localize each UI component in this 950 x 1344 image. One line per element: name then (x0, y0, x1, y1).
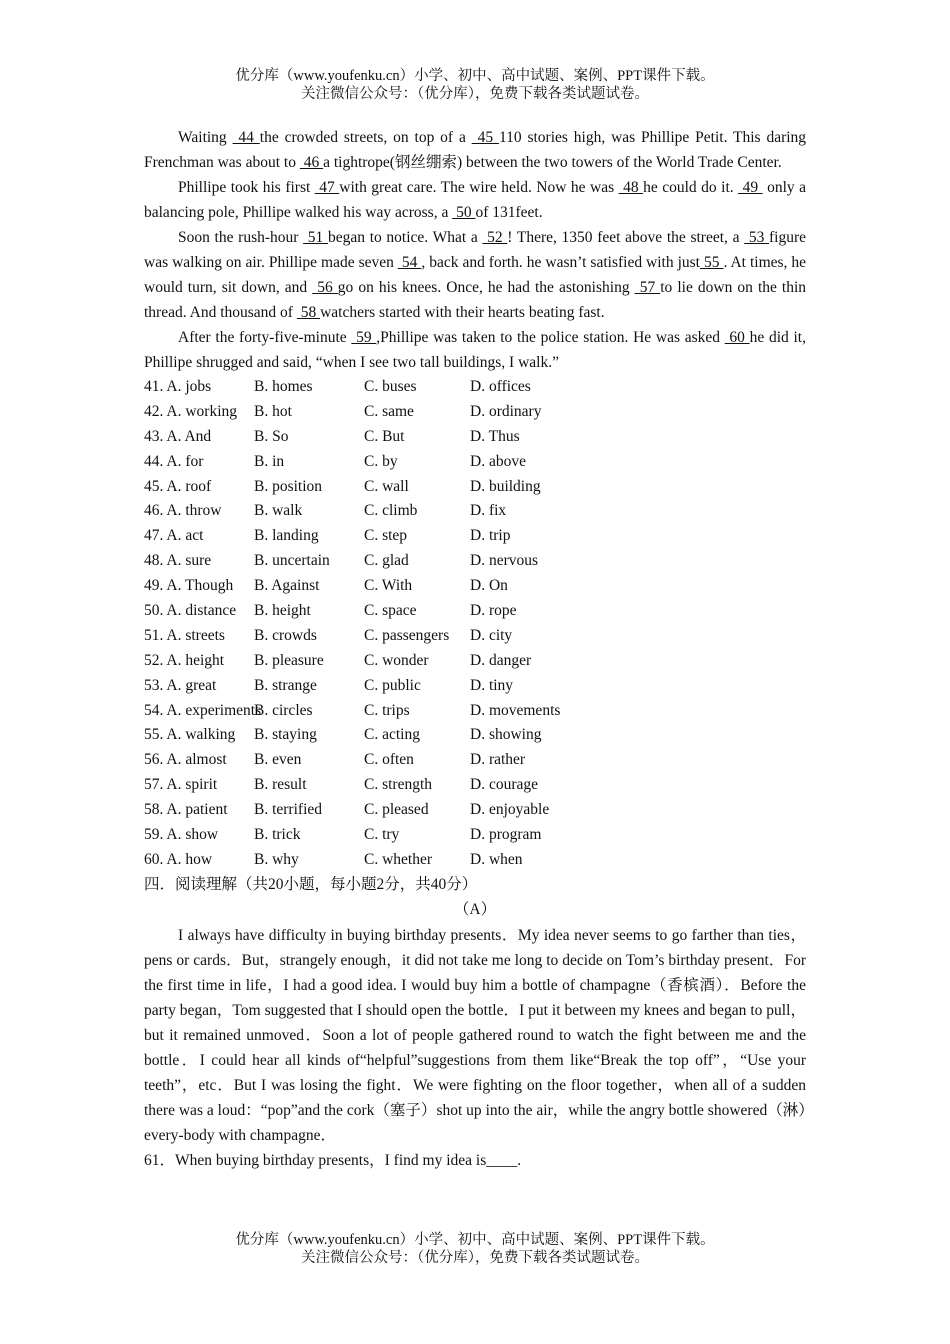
question-option: C. But (364, 427, 405, 445)
question-option-a: 59. A. show (144, 826, 219, 844)
question-option-a: 58. A. patient (144, 801, 228, 819)
question-option: C. whether (364, 850, 433, 868)
part-label: （A） (453, 900, 497, 918)
blank-number: 56 (312, 279, 338, 296)
passage-text: a tightrope(钢丝绷索) between the two towers of the World Trade Center. (323, 154, 782, 171)
question-option: B. Against (254, 577, 320, 595)
question-option: D. tiny (470, 676, 514, 694)
question-row (144, 624, 806, 649)
question-row (144, 400, 806, 425)
question-option: D. city (470, 626, 513, 644)
question-option: D. enjoyable (470, 801, 550, 819)
passage-paragraph (144, 175, 806, 225)
question-option-a: 50. A. distance (144, 602, 237, 620)
question-row (144, 574, 806, 599)
question-option: D. offices (470, 378, 531, 395)
blank-number: 55 (700, 254, 724, 271)
question-option: B. circles (254, 701, 313, 719)
question-option-a: 42. A. working (144, 402, 237, 420)
page-footer (0, 1231, 950, 1267)
question-option-a: 46. A. throw (144, 502, 222, 520)
question-option: C. With (364, 577, 413, 595)
question-row (144, 748, 806, 773)
question-option-a: 41. A. jobs (144, 378, 212, 395)
question-row (144, 599, 806, 624)
passage-text: , back and forth. he wasn’t satisfied with just (421, 254, 700, 271)
question-option-a: 44. A. for (144, 452, 204, 470)
question-option: C. pleased (364, 801, 429, 819)
question-option: C. climb (364, 502, 418, 520)
question-option: D. rather (470, 751, 526, 769)
question-option: D. courage (470, 776, 538, 794)
passage-text: figure was walking on air. Phillipe made seven (144, 229, 807, 271)
question-row (144, 649, 806, 674)
question-61: 61．When buying birthday presents，I find my idea is____. (144, 1151, 522, 1169)
blank-number: 60 (724, 329, 750, 346)
passage-paragraph (144, 225, 806, 325)
question-option: B. hot (254, 402, 292, 420)
question-row (144, 375, 806, 400)
blank-number: 57 (634, 279, 661, 296)
question-option: B. walk (254, 502, 303, 520)
question-option: B. terrified (254, 801, 323, 819)
footer-line-2: 关注微信公众号：（优分库），免费下载各类试题试卷。 (301, 1250, 649, 1266)
passage-paragraph (144, 325, 806, 375)
question-option: C. strength (364, 776, 433, 794)
question-option: C. public (364, 676, 421, 694)
passage-text: Waiting (178, 129, 233, 146)
passage-paragraph (144, 125, 806, 175)
question-row (144, 425, 806, 450)
question-option: B. in (254, 452, 285, 470)
blank-number: 44 (232, 129, 260, 146)
question-row (144, 475, 806, 500)
question-option-a: 55. A. walking (144, 726, 236, 744)
question-option-a: 43. A. And (144, 427, 212, 445)
passage-text: to lie down on the thin thread. And thousand of (144, 279, 807, 321)
question-option: C. often (364, 751, 414, 769)
blank-number: 50 (452, 204, 476, 221)
question-option-a: 57. A. spirit (144, 776, 218, 794)
passage-text: watchers started with their hearts beating fast. (320, 304, 605, 321)
question-option: C. glad (364, 552, 409, 570)
blank-number: 48 (618, 179, 644, 196)
cloze-passage (144, 125, 806, 375)
passage-text: After the forty-five-minute (178, 329, 352, 346)
header-line-2: 关注微信公众号：（优分库），免费下载各类试题试卷。 (301, 86, 649, 102)
question-option: B. So (254, 427, 289, 445)
question-option: D. rope (470, 602, 517, 620)
question-option: B. pleasure (254, 651, 324, 669)
passage-text: began to notice. What a (328, 229, 483, 246)
passage-text: ,Phillipe was taken to the police station. He was asked (376, 329, 725, 346)
question-option: B. landing (254, 527, 319, 545)
question-option: D. Thus (470, 427, 520, 445)
passage-text: Phillipe took his first (178, 179, 315, 196)
question-row (144, 773, 806, 798)
passage-text: with great care. The wire held. Now he was (339, 179, 619, 196)
blank-number: 51 (303, 229, 328, 246)
question-option: C. same (364, 402, 414, 420)
question-row (144, 450, 806, 475)
cloze-options (144, 375, 806, 873)
question-option: D. when (470, 850, 523, 868)
question-option-a: 51. A. streets (144, 626, 225, 644)
question-option: C. space (364, 602, 417, 620)
blank-number: 58 (296, 304, 321, 321)
blank-number: 49 (738, 179, 763, 196)
question-row (144, 823, 806, 848)
question-option: C. by (364, 452, 398, 470)
question-option: D. program (470, 826, 542, 844)
question-option: D. above (470, 452, 526, 470)
question-option: B. homes (254, 378, 313, 395)
passage-text: the crowded streets, on top of a (259, 129, 472, 146)
question-option: C. step (364, 527, 408, 545)
question-option: B. height (254, 602, 311, 620)
question-row (144, 723, 806, 748)
passage-text: only a balancing pole, Phillipe walked his way across, a (144, 179, 807, 221)
question-option: B. crowds (254, 626, 317, 644)
question-option: D. showing (470, 726, 542, 744)
question-row (144, 524, 806, 549)
page-header (0, 67, 950, 103)
question-option: B. uncertain (254, 552, 330, 570)
question-option-a: 45. A. roof (144, 477, 212, 495)
question-option: B. trick (254, 826, 301, 844)
question-option: B. position (254, 477, 323, 495)
passage-text: go on his knees. Once, he had the astonishing (337, 279, 635, 296)
question-row (144, 699, 806, 724)
question-row (144, 798, 806, 823)
passage-text: ! There, 1350 feet above the street, a (507, 229, 745, 246)
question-option: B. why (254, 850, 299, 868)
question-option: B. strange (254, 676, 317, 694)
question-option: D. danger (470, 651, 532, 669)
passage-text: 110 stories high, was Phillipe Petit. This daring Frenchman was about to (144, 129, 807, 171)
question-row (144, 848, 806, 873)
question-option-a: 54. A. experiments (144, 701, 262, 719)
passage-text: he could do it. (643, 179, 739, 196)
question-option-a: 47. A. act (144, 527, 204, 545)
question-option: C. acting (364, 726, 420, 744)
question-option: C. buses (364, 378, 417, 395)
question-option: D. building (470, 477, 541, 495)
question-option: D. On (470, 577, 508, 595)
question-option: D. ordinary (470, 402, 542, 420)
blank-number: 54 (397, 254, 422, 271)
question-option-a: 48. A. sure (144, 552, 212, 570)
question-option: C. wall (364, 477, 409, 495)
question-option: C. passengers (364, 626, 450, 644)
question-option-a: 52. A. height (144, 651, 225, 669)
question-option: D. nervous (470, 552, 539, 570)
question-option-a: 60. A. how (144, 850, 213, 868)
question-option: C. wonder (364, 651, 429, 669)
blank-number: 47 (314, 179, 340, 196)
question-option: B. even (254, 751, 302, 769)
document-body (144, 125, 806, 1173)
question-option: C. try (364, 826, 400, 844)
passage-text: . At times, he would turn, sit down, and (144, 254, 807, 296)
reading-passage: I always have difficulty in buying birthday presents．My idea never seems to go farther than ties，pens or cards．But，strangely enough，it did not take me long to decide on Tom’s birthday present．For the first time in life，I had a good idea. I would buy him a bottle of champagne（香槟酒）．Before the party began，Tom suggested that I should open the bottle．I put it between my knees and began to pull，but it remained unmoved．Soon a lot of people gathered round to watch the fight between me and the bottle．I could hear all kinds of“helpful”suggestions from them like“Break the top off”，“Use your teeth”，etc．But I was losing the fight．We were fighting on the floor together，when all of a sudden there was a loud：“pop”and the cork（塞子）shot up into the air，while the angry bottle showered（淋）every-body with champagne． (144, 926, 806, 1144)
question-option: D. movements (470, 701, 561, 719)
blank-number: 45 (471, 129, 499, 146)
question-option-a: 49. A. Though (144, 577, 234, 595)
blank-number: 52 (482, 229, 508, 246)
blank-number: 46 (299, 154, 324, 171)
passage-text: Soon the rush-hour (178, 229, 304, 246)
question-row (144, 499, 806, 524)
section-title: 四．阅读理解（共20小题，每小题2分，共40分） (144, 875, 478, 893)
question-option: C. trips (364, 701, 410, 719)
question-row (144, 549, 806, 574)
blank-number: 53 (744, 229, 770, 246)
question-option-a: 56. A. almost (144, 751, 227, 769)
question-option: D. fix (470, 502, 507, 520)
passage-text: he did it, Phillipe shrugged and said, “when I see two tall buildings, I walk.” (144, 329, 806, 371)
question-row (144, 674, 806, 699)
question-option-a: 53. A. great (144, 676, 217, 694)
header-line-1: 优分库（www.youfenku.cn）小学、初中、高中试题、案例、PPT课件下载。 (235, 68, 715, 84)
question-option: D. trip (470, 527, 511, 545)
question-option: B. staying (254, 726, 317, 744)
question-option: B. result (254, 776, 307, 794)
footer-line-1: 优分库（www.youfenku.cn）小学、初中、高中试题、案例、PPT课件下载。 (235, 1232, 715, 1248)
passage-text: of 131feet. (475, 204, 543, 221)
blank-number: 59 (351, 329, 377, 346)
